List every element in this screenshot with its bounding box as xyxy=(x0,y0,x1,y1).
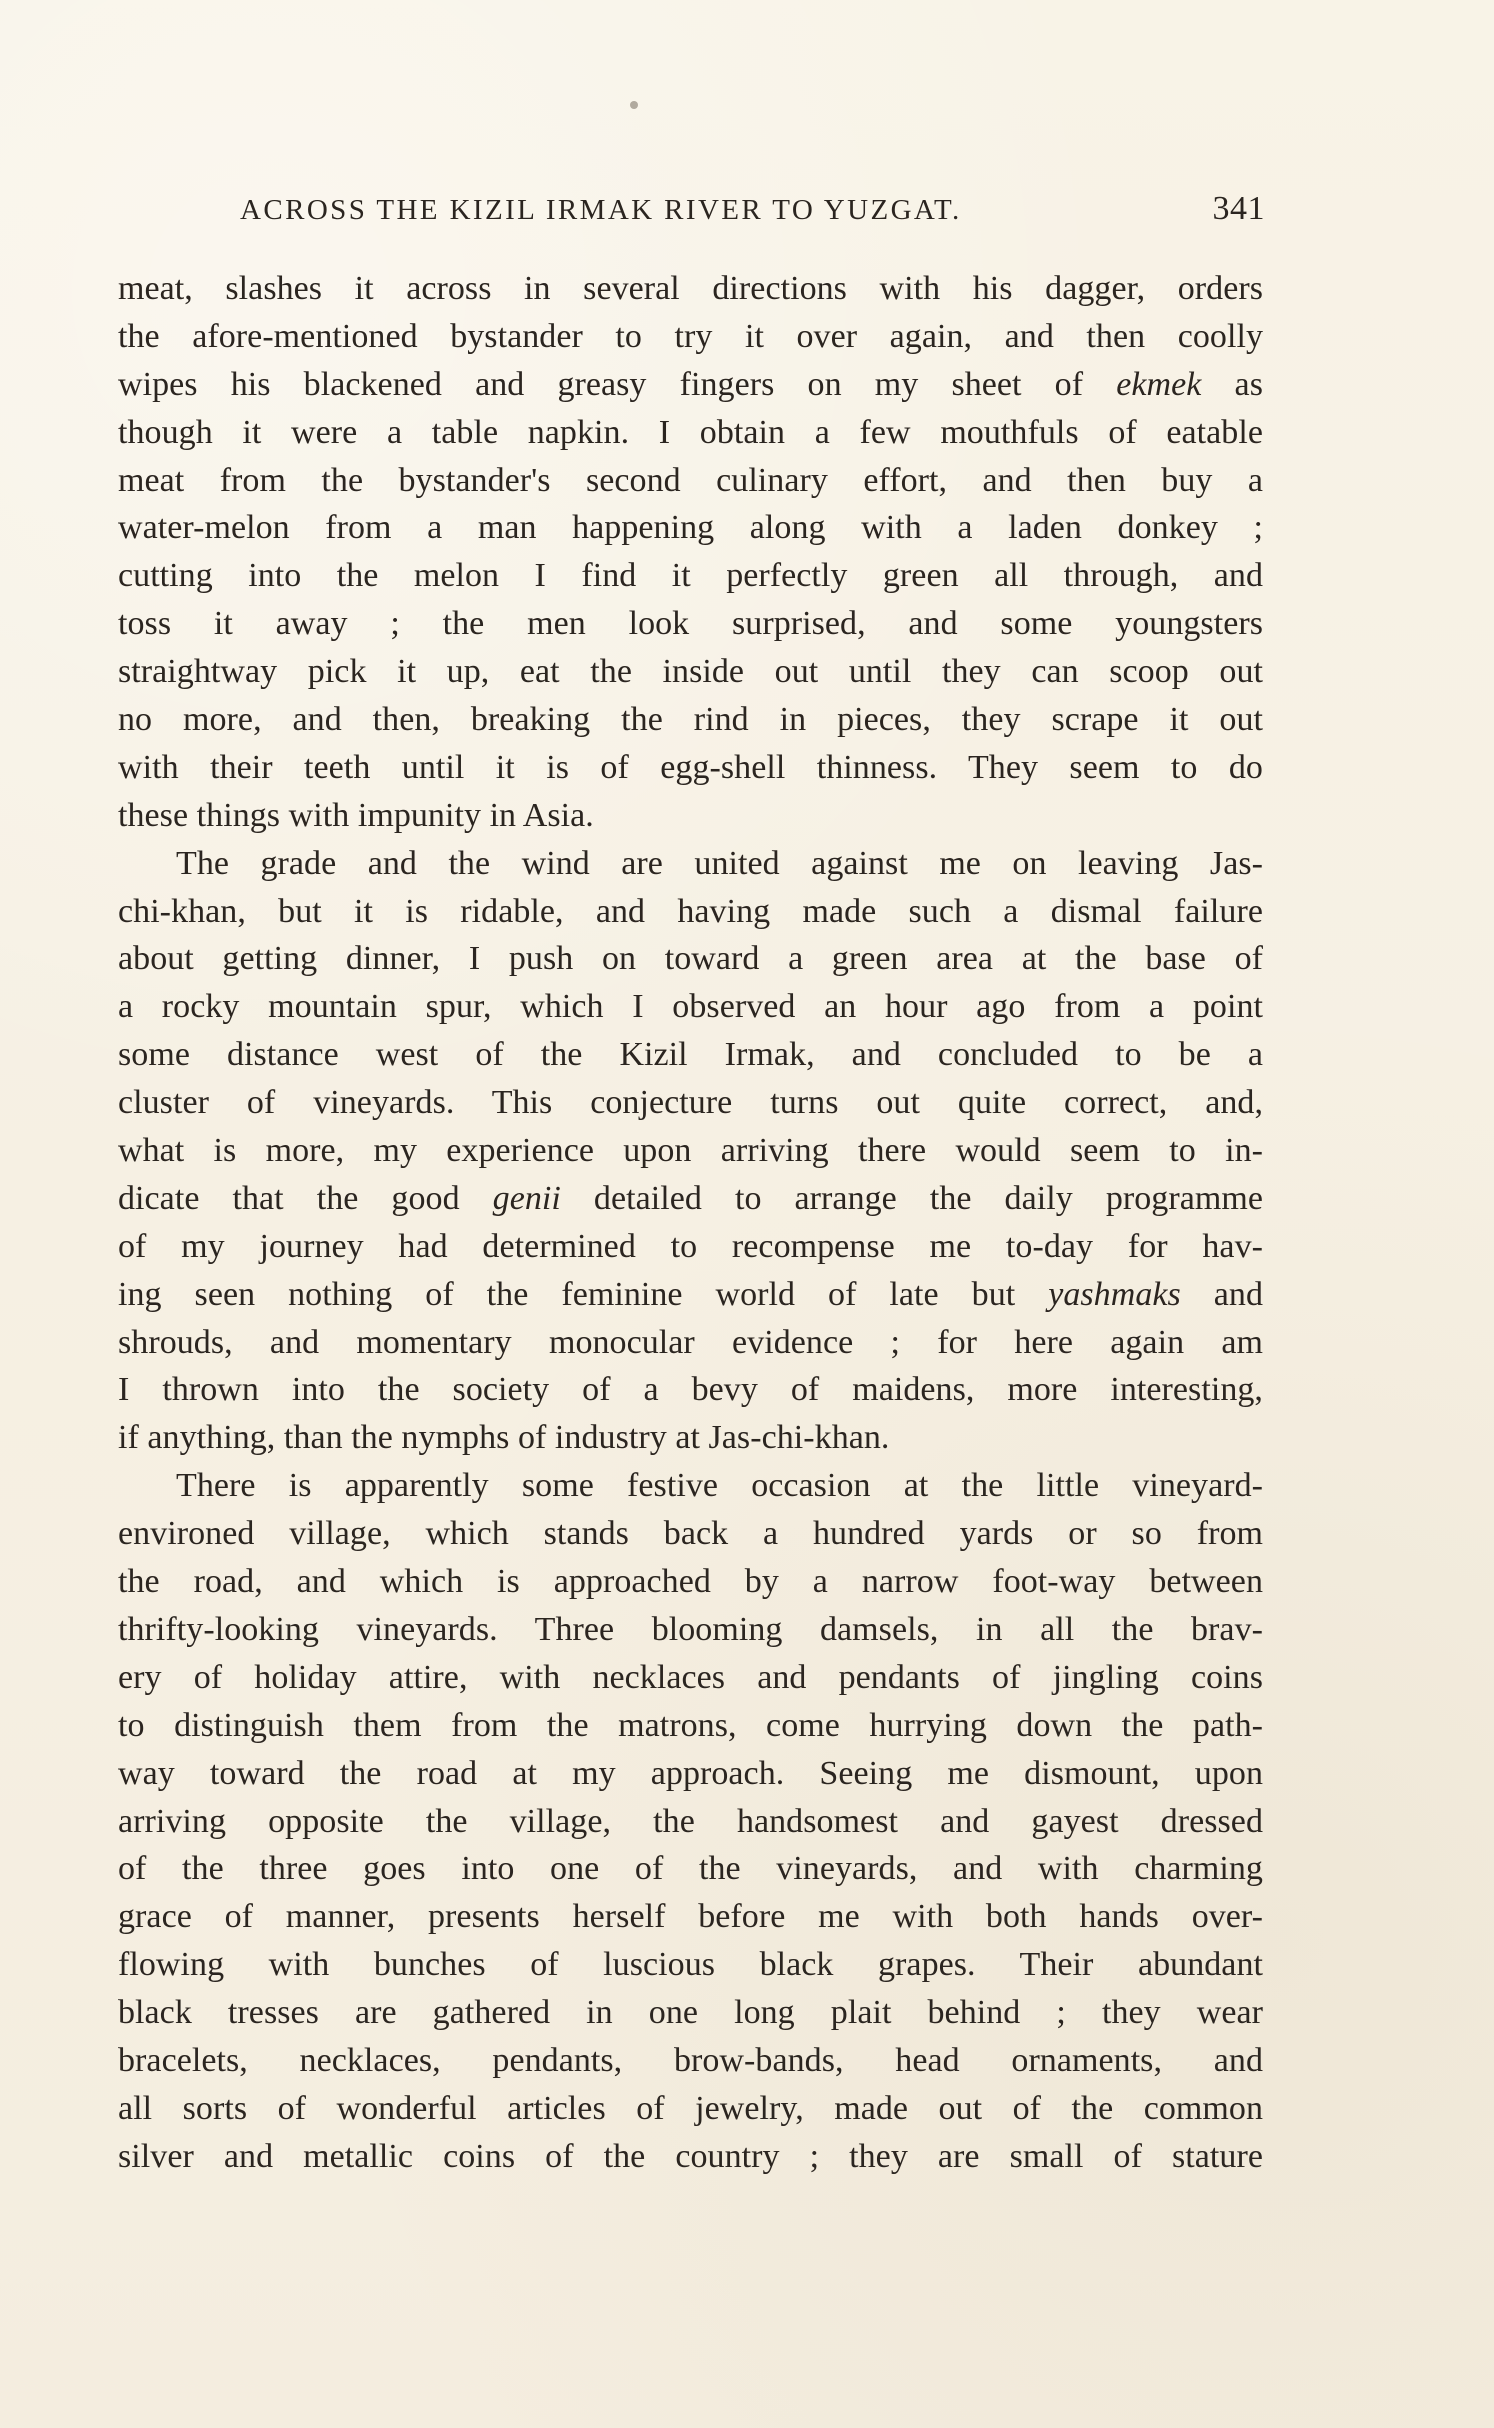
text-line xyxy=(118,1941,1263,1989)
text-line xyxy=(118,1127,1263,1175)
text-segment: of the three goes into one of the vineyards, and with charming xyxy=(118,1850,1263,1888)
text-segment: with their teeth until it is of egg-shell thinness. They seem to do xyxy=(118,748,1263,786)
text-line xyxy=(118,1654,1263,1702)
text-segment: ery of holiday attire, with necklaces and pendants of jingling coins xyxy=(118,1658,1263,1696)
text-segment: these things with impunity in Asia. xyxy=(118,796,594,834)
text-line xyxy=(118,1366,1263,1414)
text-line xyxy=(118,648,1263,696)
text-segment: about getting dinner, I push on toward a green area at the base of xyxy=(118,940,1263,978)
text-line xyxy=(118,1893,1263,1941)
text-segment: though it were a table napkin. I obtain a few mouthfuls of eatable xyxy=(118,413,1263,451)
ink-speck xyxy=(630,101,638,109)
text-segment: meat from the bystander's second culinary effort, and then buy a xyxy=(118,461,1263,499)
text-segment: The grade and the wind are united against me on leaving Jas- xyxy=(176,844,1263,882)
text-line xyxy=(118,457,1263,505)
text-line xyxy=(118,1462,1263,1510)
text-segment: wipes his blackened and greasy fingers on my sheet of xyxy=(118,365,1117,403)
text-segment: no more, and then, breaking the rind in pieces, they scrape it out xyxy=(118,701,1263,739)
text-line xyxy=(118,2037,1263,2085)
text-line xyxy=(118,1558,1263,1606)
text-segment: detailed to arrange the daily programme xyxy=(560,1179,1263,1217)
text-line xyxy=(118,600,1263,648)
text-line xyxy=(118,2133,1263,2181)
text-segment: black tresses are gathered in one long plait behind ; they wear xyxy=(118,1994,1263,2032)
text-line xyxy=(118,888,1263,936)
text-segment: shrouds, and momentary monocular evidence ; for here again am xyxy=(118,1323,1263,1361)
body-text xyxy=(118,265,1263,2225)
italic-term: genii xyxy=(492,1179,561,1217)
text-segment: way toward the road at my approach. Seeing me dismount, upon xyxy=(118,1754,1263,1792)
text-line xyxy=(118,1414,1263,1462)
text-line xyxy=(118,744,1263,792)
text-line xyxy=(118,1175,1263,1223)
italic-term: yashmaks xyxy=(1048,1275,1181,1313)
text-line xyxy=(118,1510,1263,1558)
text-segment: a rocky mountain spur, which I observed an hour ago from a point xyxy=(118,988,1263,1026)
text-segment: if anything, than the nymphs of industry at Jas-chi-khan. xyxy=(118,1419,890,1457)
text-segment: cluster of vineyards. This conjecture turns out quite correct, and, xyxy=(118,1084,1263,1122)
text-line xyxy=(118,1845,1263,1893)
text-segment: what is more, my experience upon arriving there would seem to in- xyxy=(118,1132,1263,1170)
text-segment: I thrown into the society of a bevy of maidens, more interesting, xyxy=(118,1371,1263,1409)
text-line xyxy=(118,840,1263,888)
text-segment: as xyxy=(1201,365,1263,403)
text-line xyxy=(118,1989,1263,2037)
text-line xyxy=(118,361,1263,409)
text-line xyxy=(118,1750,1263,1798)
text-segment: flowing with bunches of luscious black grapes. Their abundant xyxy=(118,1946,1263,1984)
text-segment: grace of manner, presents herself before me with both hands over- xyxy=(118,1898,1263,1936)
text-segment: and xyxy=(1180,1275,1264,1313)
text-line xyxy=(118,1271,1263,1319)
text-segment: straightway pick it up, eat the inside out until they can scoop out xyxy=(118,653,1263,691)
text-line xyxy=(118,1079,1263,1127)
text-segment: some distance west of the Kizil Irmak, and concluded to be a xyxy=(118,1036,1263,1074)
text-line xyxy=(118,935,1263,983)
text-segment: cutting into the melon I find it perfectly green all through, and xyxy=(118,557,1263,595)
text-line xyxy=(118,1606,1263,1654)
text-line xyxy=(118,1223,1263,1271)
text-line xyxy=(118,409,1263,457)
text-segment: thrifty-looking vineyards. Three blooming damsels, in all the brav- xyxy=(118,1610,1263,1648)
text-segment: arriving opposite the village, the handsomest and gayest dressed xyxy=(118,1802,1263,1840)
running-header xyxy=(115,190,1265,240)
text-line xyxy=(118,792,1263,840)
text-segment: ing seen nothing of the feminine world of late but xyxy=(118,1275,1049,1313)
chapter-running-title: ACROSS THE KIZIL IRMAK RIVER TO YUZGAT. xyxy=(240,194,962,226)
text-segment: chi-khan, but it is ridable, and having made such a dismal failure xyxy=(118,892,1263,930)
text-segment: to distinguish them from the matrons, come hurrying down the path- xyxy=(118,1706,1263,1744)
text-line xyxy=(118,1702,1263,1750)
text-segment: silver and metallic coins of the country ; they are small of stature xyxy=(118,2137,1263,2175)
text-line xyxy=(118,1798,1263,1846)
text-line xyxy=(118,2085,1263,2133)
text-line xyxy=(118,696,1263,744)
text-segment: water-melon from a man happening along with a laden donkey ; xyxy=(118,509,1263,547)
text-line xyxy=(118,1319,1263,1367)
text-segment: dicate that the good xyxy=(118,1179,493,1217)
italic-term: ekmek xyxy=(1116,365,1202,403)
text-line xyxy=(118,265,1263,313)
page-number: 341 xyxy=(1212,190,1265,227)
text-segment: toss it away ; the men look surprised, and some youngsters xyxy=(118,605,1263,643)
text-segment: all sorts of wonderful articles of jewelry, made out of the common xyxy=(118,2089,1263,2127)
text-line xyxy=(118,313,1263,361)
text-line xyxy=(118,552,1263,600)
text-segment: the afore-mentioned bystander to try it over again, and then coolly xyxy=(118,317,1263,355)
text-segment: environed village, which stands back a hundred yards or so from xyxy=(118,1515,1263,1553)
text-segment: the road, and which is approached by a narrow foot-way between xyxy=(118,1563,1263,1601)
text-line xyxy=(118,983,1263,1031)
text-line xyxy=(118,504,1263,552)
text-segment: bracelets, necklaces, pendants, brow-bands, head ornaments, and xyxy=(118,2041,1263,2079)
text-line xyxy=(118,1031,1263,1079)
text-segment: There is apparently some festive occasion at the little vineyard- xyxy=(176,1467,1263,1505)
text-segment: of my journey had determined to recompense me to-day for hav- xyxy=(118,1227,1263,1265)
text-segment: meat, slashes it across in several directions with his dagger, orders xyxy=(118,270,1263,307)
